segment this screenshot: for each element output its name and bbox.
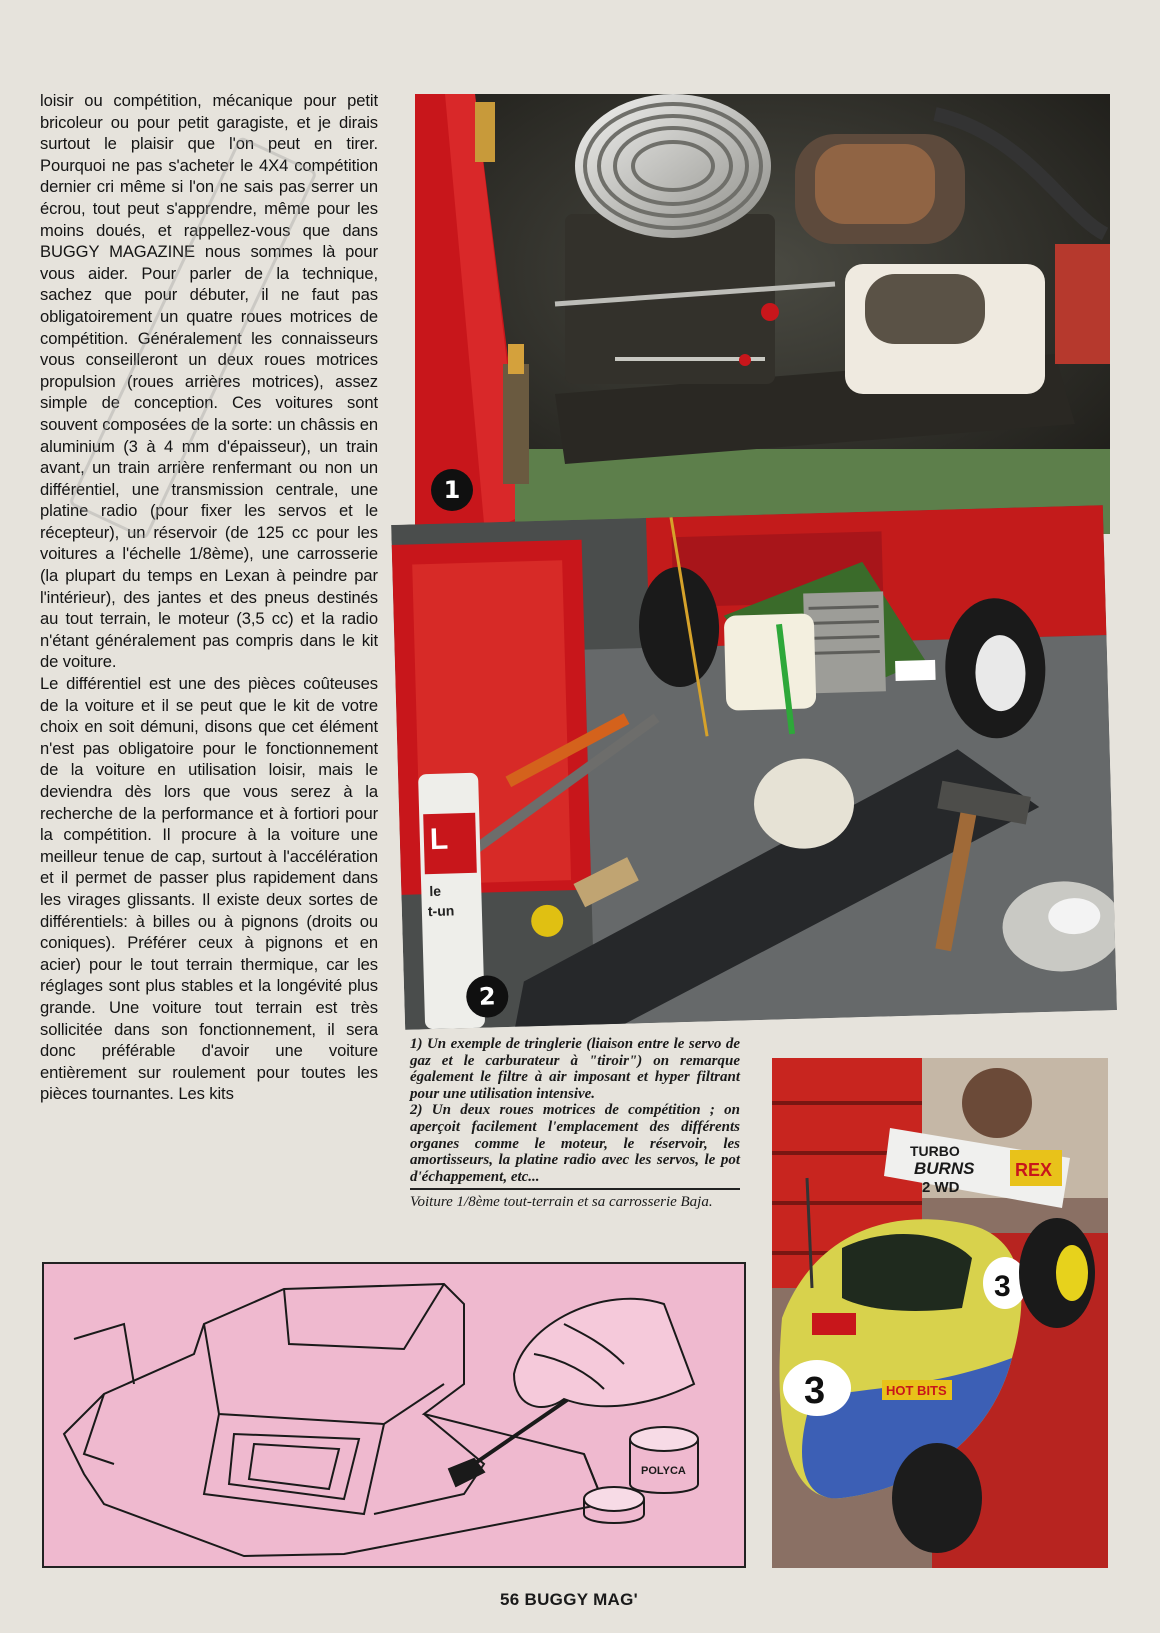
can-label-line-3: t-un <box>427 902 455 920</box>
article-paragraph-2: Le différentiel est une des pièces coûteuses de la voiture et il se peut que le kit de votre choix en soit démuni, disons que cet élément n'est pas obligatoire pour le fonctionnement de la voiture en utilisation loisir, mais le deviendra dès lors que vous serez à la recherche de la performance et à fortiori pour la compétition. Il procure à la voiture une meilleur tenue de cap, surtout à l'accélération et il permet de passer plus rapidement dans les virages glissants. Il existe deux sortes de différentiels: à billes ou à pignons (droits ou coniques). Préférer ceux à pignons et en acier) pour le tout terrain thermique, car les réglages sont plus stables et la longévité plus grande. Une voiture tout terrain est très sollicitée dans son fonctionnement, il sera donc préférable d'avoir une voiture entièrement sur roulement pour toutes les pièces tournantes. Les kits <box>40 674 378 1104</box>
sponsor-hot-bits: HOT BITS <box>886 1383 947 1398</box>
illustration-drawing <box>44 1264 744 1566</box>
photo-number-badge-1: 1 <box>431 469 473 511</box>
photo-number-badge-2: 2 <box>466 975 509 1018</box>
page-footer: 56 BUGGY MAG' <box>500 1590 638 1609</box>
caption-photo-3: Voiture 1/8ème tout-terrain et sa carrosserie Baja. <box>410 1194 713 1211</box>
car-number-front: 3 <box>804 1370 826 1412</box>
photo-baja-buggy-image <box>772 1058 1108 1568</box>
wing-logo-rex: REX <box>1015 1160 1053 1180</box>
can-label-letter: L <box>429 822 449 857</box>
wing-text-burns: BURNS <box>914 1159 975 1178</box>
paint-jar-label: POLYCA <box>641 1465 686 1477</box>
can-label-line-2: le <box>429 882 442 900</box>
photo-engine-linkage <box>415 94 1110 534</box>
illustration-painting-body <box>42 1262 746 1568</box>
photo-baja-buggy <box>772 1058 1108 1568</box>
caption-photo-1: 1) Un exemple de tringlerie (liaison entre le servo de gaz et le carburateur à "tiroir") on remarque également le filtre à air imposant et hyper filtrant pour une utilisation intensive. <box>410 1036 740 1102</box>
wing-text-turbo: TURBO <box>910 1143 960 1159</box>
car-number-side: 3 <box>994 1270 1011 1303</box>
photo-2wd-buggy-image <box>391 505 1117 1030</box>
caption-photo-2: 2) Un deux roues motrices de compétition ; on aperçoit facilement l'emplacement des différents organes comme le moteur, le réservoir, les amortisseurs, la platine radio avec les servos, le pot d'échappement, etc... <box>410 1102 740 1185</box>
photo-2wd-buggy <box>391 505 1117 1030</box>
article-paragraph-1: loisir ou compétition, mécanique pour petit bricoleur ou pour petit garagiste, et je dirais surtout le plaisir que l'on peut en tirer. Pourquoi ne pas s'acheter le 4X4 compétition dernier cri même si l'on ne sais pas serrer un écrou, tout peut s'apprendre, même pour les moins doués, et rappellez-vous que dans BUGGY MAGAZINE nous sommes là pour vous aider. Pour parler de la technique, sachez que pour débuter, il ne faut pas obligatoirement un quatre roues motrices de compétition. Généralement les connaisseurs vous conseilleront un deux roues motrices propulsion (roues arrières motrices), assez simple de conception. Ces voitures sont souvent composées de la sorte: un châssis en aluminium (3 à 4 mm d'épaisseur), un train avant, un train arrière renfermant ou non un différentiel, une transmission centrale, une platine radio (pour fixer les servos et le récepteur), un réservoir (de 125 cc pour les voitures a l'échelle 1/8ème), une carrosserie (la plupart du temps en Lexan à peindre par l'intérieur), des jantes et des pneus destinés au tout terrain, le moteur (3,5 cc) et la radio n'étant généralement pas compris dans le kit de voiture. <box>40 91 378 672</box>
caption-divider <box>410 1188 740 1190</box>
wing-text-2wd: 2 WD <box>922 1179 960 1196</box>
photo-engine-linkage-image <box>415 94 1110 534</box>
photo-captions <box>410 1036 740 1211</box>
